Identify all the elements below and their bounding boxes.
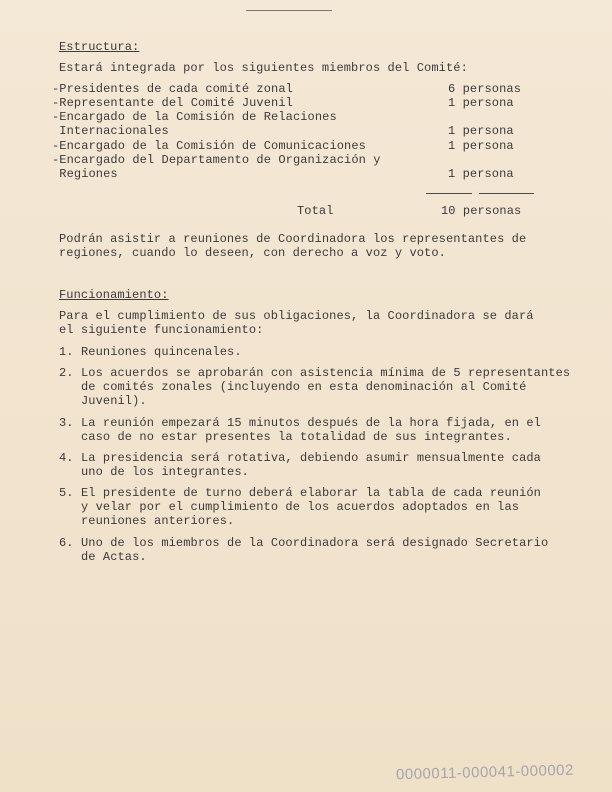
item-line: caso de no estar presentes la totalidad de sus integrantes. (81, 430, 512, 444)
estructura-heading: Estructura: (59, 40, 140, 54)
total-label: Total (297, 204, 334, 218)
note-line: Podrán asistir a reuniones de Coordinadora los representantes de (59, 232, 527, 246)
item-line: La reunión empezará 15 minutos después de la hora fijada, en el (81, 416, 541, 430)
item-line: reuniones anteriores. (81, 514, 235, 528)
member-count: 1 persona (448, 167, 514, 181)
item-number: 5. (59, 486, 74, 500)
item-number: 2. (59, 366, 74, 380)
member-count: 1 persona (448, 139, 514, 153)
member-line: -Encargado del Departamento de Organización y (52, 153, 381, 167)
sum-rule (426, 193, 534, 194)
item-line: uno de los integrantes. (81, 465, 249, 479)
member-line-continued: Internacionales (52, 124, 169, 138)
total-value: 10 personas (441, 204, 522, 218)
estructura-intro: Estará integrada por los siguientes miembros del Comité: (59, 61, 468, 75)
item-line: Los acuerdos se aprobarán con asistencia mínima de 5 representantes (81, 366, 571, 380)
item-number: 3. (59, 416, 74, 430)
item-line: Reuniones quincenales. (81, 345, 242, 359)
item-line: y velar por el cumplimiento de los acuerdos adoptados en las (81, 500, 520, 514)
funcionamiento-heading: Funcionamiento: (59, 288, 169, 302)
item-line: Juvenil). (81, 394, 147, 408)
item-number: 6. (59, 536, 74, 550)
member-line: -Encargado de la Comisión de Comunicaciones (52, 139, 366, 153)
item-number: 4. (59, 451, 74, 465)
note-line: regiones, cuando lo deseen, con derecho a voz y voto. (59, 246, 446, 260)
archive-stamp: 0000011-000041-000002 (395, 761, 575, 784)
member-line: -Representante del Comité Juvenil (52, 96, 293, 110)
funcionamiento-intro-line: el siguiente funcionamiento: (59, 323, 264, 337)
member-count: 6 personas (448, 82, 522, 96)
member-count: 1 persona (448, 124, 514, 138)
item-line: La presidencia será rotativa, debiendo asumir mensualmente cada (81, 451, 541, 465)
item-line: de Actas. (81, 550, 147, 564)
member-line: -Presidentes de cada comité zonal (52, 82, 293, 96)
header-underline (246, 0, 332, 11)
member-line-continued: Regiones (52, 167, 118, 181)
item-number: 1. (59, 345, 74, 359)
item-line: de comités zonales (incluyendo en esta denominación al Comité (81, 380, 527, 394)
member-line: -Encargado de la Comisión de Relaciones (52, 110, 337, 124)
item-line: Uno de los miembros de la Coordinadora será designado Secretario (81, 536, 549, 550)
member-count: 1 persona (448, 96, 514, 110)
item-line: El presidente de turno deberá elaborar la tabla de cada reunión (81, 486, 541, 500)
funcionamiento-intro-line: Para el cumplimiento de sus obligaciones, la Coordinadora se dará (59, 309, 534, 323)
